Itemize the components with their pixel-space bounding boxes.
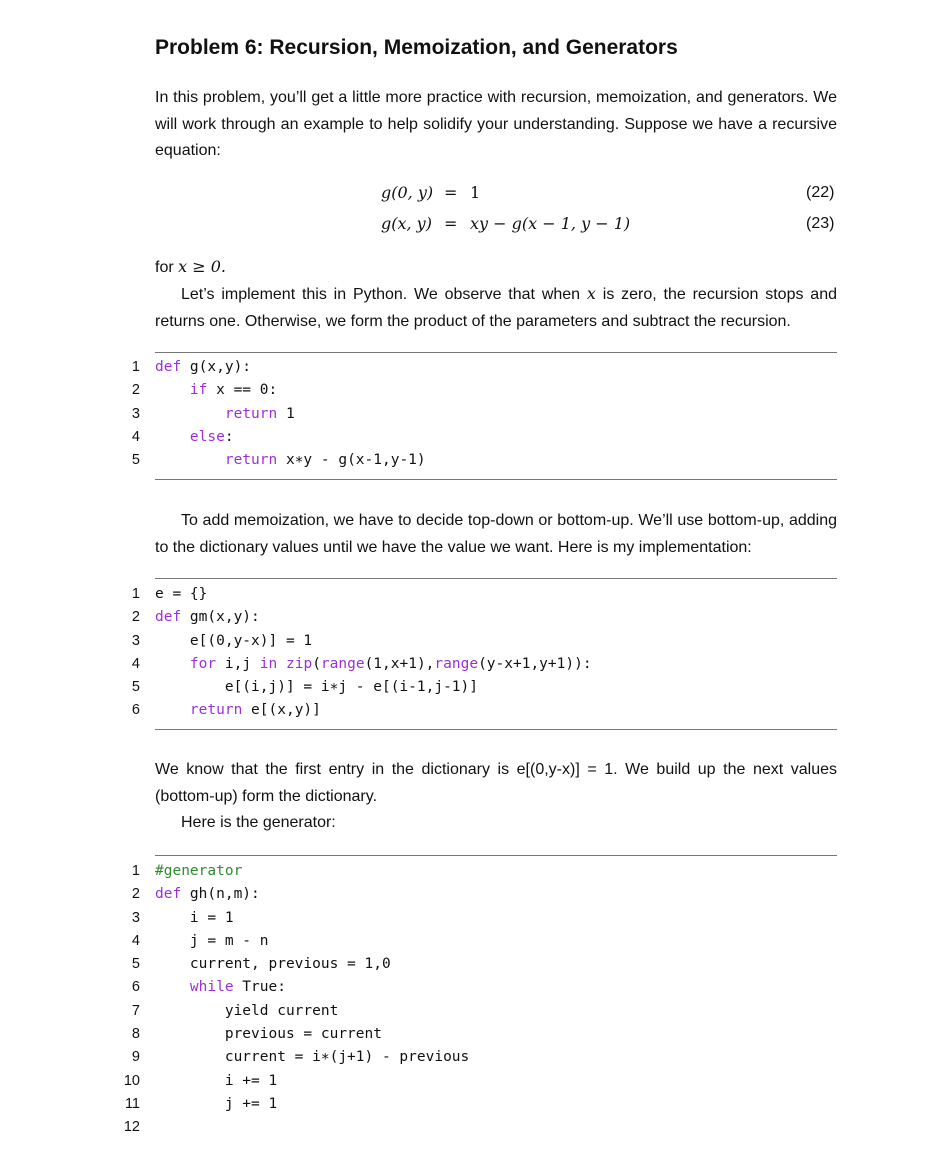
code-line: 4 else:: [131, 428, 234, 445]
code1-bottom-rule: [155, 479, 837, 480]
equation-23-rhs: xy − g(x − 1, y − 1): [470, 214, 631, 233]
code-line: 12: [123, 1119, 140, 1136]
equation-23-lhs: g(x, y): [381, 214, 432, 233]
memoization-paragraph: To add memoization, we have to decide top-down or bottom-up. We’ll use bottom-up, adding to the dictionary values until we have the value we want. Here is my implementation:: [155, 512, 837, 556]
code-line: 8 previous = current: [131, 1026, 382, 1043]
code-line: 9 current = i∗(j+1) - previous: [131, 1049, 470, 1066]
code-line: 11 j += 1: [124, 1095, 278, 1112]
page-title: Problem 6: Recursion, Memoization, and Generators: [155, 36, 678, 59]
code-block-recursion: [0, 356, 925, 472]
intro-paragraph: In this problem, you’ll get a little more practice with recursion, memoization, and generators. We will work through an example to help solidify your understanding. Suppose we have a recursive equation:: [155, 89, 837, 159]
equation-22-lhs: g(0, y): [381, 183, 434, 202]
code-line: 1 #generator: [131, 863, 243, 879]
generator-intro: Here is the generator:: [181, 814, 336, 831]
code1-top-rule: [155, 352, 837, 353]
code-line: 1 e = {}: [131, 586, 208, 602]
code-line: 5 e[(i,j)] = i∗j - e[(i-1,j-1)]: [131, 679, 479, 696]
code-line: 1 def g(x,y):: [131, 359, 252, 375]
code-line: 6 while True:: [131, 979, 286, 996]
code-line: 7 yield current: [131, 1002, 339, 1019]
code-line: 3 e[(0,y-x)] = 1: [131, 632, 313, 649]
equation-22-rhs: 1: [470, 183, 481, 202]
condition-line: for x ≥ 0.: [155, 257, 226, 276]
code2-bottom-rule: [155, 729, 837, 730]
code-line: 10 i += 1: [123, 1072, 278, 1089]
implementation-paragraph: Let’s implement this in Python. We observe that when x is zero, the recursion stops and returns one. Otherwise, we form the product of the parameters and subtract the recursion.: [155, 284, 837, 330]
code2-top-rule: [155, 578, 837, 579]
code-line: 6 return e[(x,y)]: [131, 702, 321, 719]
equation-22-equals: =: [444, 183, 458, 202]
equation-23-equals: =: [444, 214, 458, 233]
code-block-memoization: [0, 583, 925, 723]
dictionary-paragraph: We know that the first entry in the dictionary is e[(0,y-x)] = 1. We build up the next values (bottom-up) form the dictionary.: [155, 761, 837, 805]
code-line: 5 current, previous = 1,0: [131, 956, 391, 973]
code-line: 4 for i,j in zip(range(1,x+1),range(y-x+1,y+1)):: [131, 655, 592, 672]
code-line: 5 return x∗y - g(x-1,y-1): [131, 452, 426, 469]
code-line: 2 def gh(n,m):: [131, 886, 260, 903]
code-line: 3 i = 1: [131, 909, 234, 926]
code-line: 2 if x == 0:: [131, 382, 278, 399]
code3-top-rule: [155, 855, 837, 856]
equation-22-number: (22): [806, 184, 835, 201]
code-line: 2 def gm(x,y):: [131, 609, 260, 626]
code-block-generator: [0, 860, 925, 1140]
equation-23-number: (23): [806, 215, 835, 232]
code-line: 3 return 1: [131, 405, 295, 422]
code-line: 4 j = m - n: [131, 932, 269, 949]
